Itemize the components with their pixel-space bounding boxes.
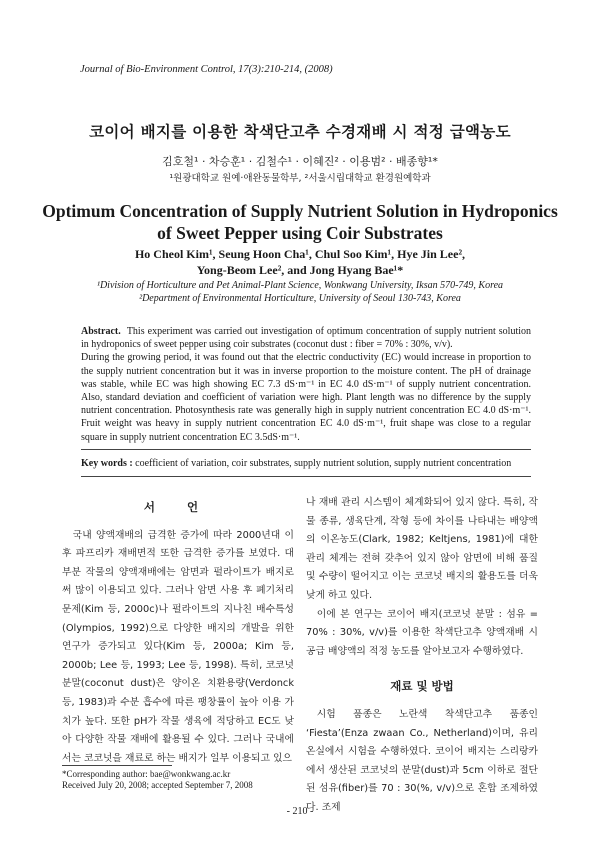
introduction-paragraph-2: 이에 본 연구는 코이어 배지(코코넛 분말 : 섬유 = 70% : 30%, v/v)를 이용한 착색단고추 양액재배 시 공급 배양액의 적정 농도를 알아보고자 수행하였다. <box>306 608 538 657</box>
english-title: Optimum Concentration of Supply Nutrient Solution in Hydroponics of Sweet Pepper using Coir Substrates <box>42 201 558 243</box>
abstract-paragraph-1 <box>81 325 531 351</box>
methods-paragraph-1: 시험 품종은 노란색 착색단고추 품종인 ‘Fiesta’(Enza zwaan Co., Netherland)이며, 유리 온실에서 시험을 수행하였다. 코이어 배지는 스리랑카에서 생산된 코코넛의 분말(dust)과 5cm 이하로 절단된 섬유(fiber)를 70 : 30(%, v/v)으로 혼합 조제하였다. 조제 <box>306 708 538 813</box>
footnote-rule <box>62 765 172 766</box>
abstract <box>81 325 531 444</box>
introduction-heading: 서 언 <box>143 500 213 514</box>
corresponding-author-note: *Corresponding author: bae@wonkwang.ac.kr <box>62 769 231 779</box>
english-affiliations <box>40 279 560 305</box>
korean-authors: 김호철¹ · 차승훈¹ · 김철수¹ · 이혜진² · 이용범² · 배종향¹* <box>162 155 438 168</box>
keywords-top-rule <box>81 449 531 450</box>
korean-title: 코이어 배지를 이용한 착색단고추 수경재배 시 적정 급액농도 <box>89 123 511 141</box>
english-authors-line-1: Ho Cheol Kim¹, Seung Hoon Cha¹, Chul Soo Kim¹, Hye Jin Lee², <box>134 247 466 261</box>
received-dates-note: Received July 20, 2008; accepted September 7, 2008 <box>62 780 253 790</box>
right-column <box>306 494 538 818</box>
methods-heading: 재료 및 방법 <box>390 679 454 694</box>
affiliation-2: ²Department of Environmental Horticulture, University of Seoul 130-743, Korea <box>139 293 461 304</box>
left-column <box>62 492 294 768</box>
introduction-paragraph-1-continued: 나 재배 관리 시스템이 체계화되어 있지 않다. 특히, 작물 종류, 생육단계, 작형 등에 차이를 나타내는 배양액의 이온농도(Clark, 1982; Keltjens, 1981)에 대한 관리 체계는 전혀 갖추어 있지 않아 암면에 비해 품질 및 수량이 떨어지고 이는 코코넛 배지의 활용도를 더욱 낮게 하고 있다. <box>306 497 538 601</box>
korean-affiliation: ¹원광대학교 원예·애완동물학부, ²서울시립대학교 환경원예학과 <box>169 173 431 184</box>
english-authors <box>40 246 560 278</box>
page-number: - 210 - <box>286 806 314 817</box>
english-authors-line-2: Yong-Beom Lee², and Jong Hyang Bae¹* <box>196 263 404 277</box>
keywords <box>81 458 531 469</box>
affiliation-1: ¹Division of Horticulture and Pet Animal-Plant Science, Wonkwang University, Iksan 570-749, Korea <box>96 280 504 291</box>
keywords-text: coefficient of variation, coir substrates, supply nutrient solution, supply nutrient concentration <box>135 458 512 469</box>
introduction-paragraph-1: 국내 양액재배의 급격한 증가에 따라 2000년대 이후 파프리카 재배면적 또한 급격한 증가를 보였다. 대부분 작물의 양액재배에는 암면과 펄라이트가 배지로써 많이 이용되고 있다. 그러나 암면 사용 후 폐기처리 문제(Kim 등, 2000c)나 펄라이트의 지나친 배수특성(Olympios, 1992)으로 다양한 배지의 개발을 위한 연구가 증가되고 있다(Kim 등, 2000a; Kim 등, 2000b; Lee 등, 1993; Lee 등, 1998). 특히, 코코넛 분말(coconut dust)은 양이온 치환용량(Verdonck 등, 1983)과 수분 흡수에 따른 팽창률이 높아 이용 가치가 높다. 또한 pH가 작물 생육에 적당하고 EC도 낮아 다양한 작물 재배에 활용될 수 있다. 그러나 국내에서는 코코넛을 재료로 하는 배지가 일부 이용되고 있으 <box>62 529 294 764</box>
footnote <box>62 769 294 791</box>
keywords-bottom-rule <box>81 476 531 477</box>
journal-citation: Journal of Bio-Environment Control, 17(3):210-214, (2008) <box>80 64 333 75</box>
abstract-paragraph-2: During the growing period, it was found out that the electric conductivity (EC) would increase in proportion to the supply nutrient concentration but it was in inverse proportion to the moisture content. The pH of drainage was stable, while EC was high showing EC 7.3 dS·m⁻¹ in EC 4.0 dS·m⁻¹ of supply nutrient concentration. Also, standard deviation and coefficient of variation were high. Plant length was no difference by the supply nutrient concentration. Photosynthesis rate was generally high in supply nutrient concentration EC 4.0 dS·m⁻¹. Fruit weight was heavy in supply nutrient concentration EC 4.0 dS·m⁻¹, fruit shape was close to a regular square in supply nutrient concentration EC 3.5dS·m⁻¹. <box>81 352 531 443</box>
keywords-label: Key words : <box>81 458 133 469</box>
abstract-label: Abstract. <box>81 326 121 337</box>
abstract-text-1: This experiment was carried out investigation of optimum concentration of supply nutrient solution in hydroponics of sweet pepper using coir substrates (coconut dust : fiber = 70% : 30%, v/v). <box>81 326 532 351</box>
